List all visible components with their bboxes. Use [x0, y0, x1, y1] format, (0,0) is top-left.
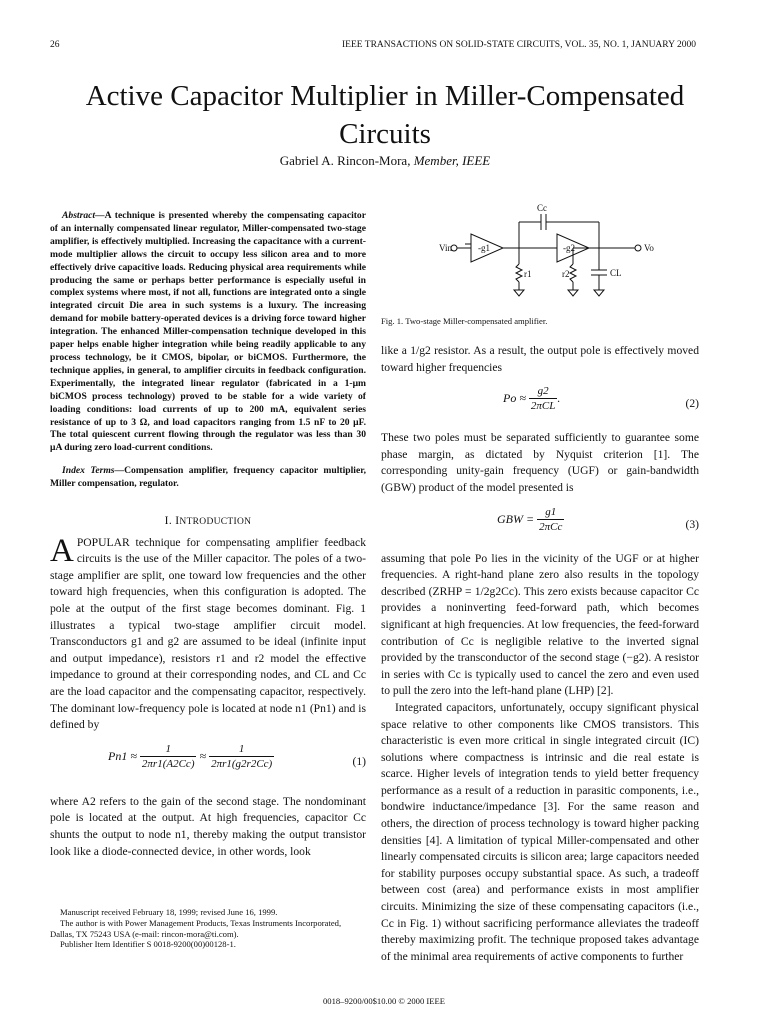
footnote-identifier: Publisher Item Identifier S 0018-9200(00)00128-1.: [60, 939, 236, 950]
right-paragraph-2: These two poles must be separated sufficiently to guarantee some phase margin, as dictated by Nyquist criterion [1]. The corresponding unity-gain frequency (UGF) or gain-bandwidth (GBW) product of the model presented is: [381, 431, 699, 494]
section-title-initial: I: [175, 514, 180, 528]
section-heading: [50, 513, 366, 531]
intro-paragraph-1: [50, 532, 366, 734]
footnotes: [50, 907, 366, 950]
equation-3: [381, 505, 699, 543]
equation-number-3: (3): [685, 517, 699, 531]
eq3-denominator: 2πCc: [539, 520, 563, 533]
eq1-fraction-1: [140, 742, 197, 772]
copyright-footer: 0018–9200/00$10.00 © 2000 IEEE: [322, 996, 446, 1006]
ground-r1: [514, 290, 524, 296]
label-vin: Vin: [439, 243, 452, 253]
eq1-approx: ≈: [199, 748, 207, 763]
ground-cl: [594, 290, 604, 296]
eq3-lhs: GBW =: [497, 511, 535, 526]
label-g2: -g2: [563, 243, 575, 253]
abstract: [50, 210, 366, 455]
eq2-denominator: 2πCL: [530, 400, 556, 413]
page-number: 26: [50, 40, 60, 50]
footnote-affiliation: The author is with Power Management Products, Texas Instruments Incorporated, Dallas, TX 75243 USA (e-mail: rincon-mora@ti.com).: [50, 917, 342, 939]
figure-caption: Fig. 1. Two-stage Miller-compensated amplifier.: [381, 316, 548, 326]
equation-2: [381, 384, 699, 422]
equation-1: [50, 742, 366, 786]
ground-r2: [568, 290, 578, 296]
author-line: [40, 153, 730, 169]
label-g1: -g1: [478, 243, 490, 253]
intro-paragraph-2: where A2 refers to the gain of the second stage. The nondominant pole is located at the output. At high frequencies, capacitor Cc shunts the output to node n1, thereby making the output transistor look like a diode-connected device, in other words, look: [50, 794, 366, 858]
eq1-numerator-1: 1: [140, 742, 197, 757]
eq1-lhs: Pn1 ≈: [108, 748, 137, 763]
footnote-received: Manuscript received February 18, 1999; revised June 16, 1999.: [60, 907, 278, 917]
eq1-denominator-1: 2πr1(A2Cc): [141, 757, 195, 770]
label-vo: Vo: [644, 243, 654, 253]
abstract-label: Abstract—: [62, 210, 105, 221]
eq2-lhs: Po ≈: [503, 390, 526, 405]
abstract-text: A technique is presented whereby the compensating capacitor of an internally compensated linear regulator, Miller-compensated two-stage amplifier, is effectively multiplied. Increasing the capacitance with a current-mode multiplier allows the circuit to occupy less silicon area and to more effectively drive capacitive loads. Reducing physical area requirements while producing the same or perhaps better performance is especially useful in complex systems where most, if not all, functions are integrated onto a single integrated circuit Die area in such systems is a luxury. The increasing demand for mobile battery-operated devices is a driving force toward higher integration. The enhanced Miller-compensation technique developed in this paper helps enable higher integration while being readily applicable to any process technology, be it CMOS, bipolar, or biCMOS. Furthermore, the technique applies, in general, to amplifier circuits in feedback configuration. Experimentally, the integrated linear regulator (fabricated in a 1-μm biCMOS process technology) proved to be stable for a wide variety of loading conditions: load currents of up to 200 mA, equivalent series resistance of up to 3 Ω, and load capacitors ranging from 1.5 nF to 20 μF. The total quiescent current flowing through the regulator was less than 30 μA during zero load-current conditions.: [50, 210, 366, 454]
right-column: [381, 200, 699, 965]
journal-header: IEEE TRANSACTIONS ON SOLID-STATE CIRCUITS, VOL. 35, NO. 1, JANUARY 2000: [341, 40, 696, 50]
figure-1: [381, 200, 699, 308]
section-title-rest: NTRODUCTION: [179, 517, 252, 528]
eq1-fraction-2: [209, 742, 274, 772]
index-terms-label: Index Terms—: [62, 465, 125, 477]
author-role: Member, IEEE: [413, 153, 491, 168]
output-terminal: [635, 245, 641, 251]
right-paragraph-1: like a 1/g2 resistor. As a result, the output pole is effectively moved toward higher frequencies: [381, 344, 699, 374]
eq1-denominator-2: 2πr1(g2r2Cc): [211, 757, 273, 770]
resistor-r1: [516, 264, 522, 282]
index-terms-text: Compensation amplifier, frequency capacitor multiplier, Miller compensation, regulator.: [50, 465, 366, 490]
label-cc: Cc: [537, 203, 547, 213]
index-terms: [50, 465, 366, 491]
circuit-diagram: [381, 200, 699, 308]
right-paragraph-3: assuming that pole Po lies in the vicinity of the UGF or at higher frequencies. A right-hand plane zero also results in the topology described (ZRHP = 1/2g2Cc). This zero exists because capacitor Cc provides a noninverting feed-forward path, which becomes significant at high frequencies. At low frequencies, the feed-forward contribution of Cc is negligible relative to the inverted signal provided by the transconductor of the second stage (−g2). A resistor in series with Cc is typically used to cancel the zero and even used to pull the zero into the left-hand plane (LHP) [2].: [381, 551, 699, 698]
left-column: [50, 210, 366, 860]
right-paragraph-4: Integrated capacitors, unfortunately, occupy significant physical space relative to other components like CMOS transistors. This characteristic is even more critical in single integrated circuit (IC) solutions where compactness is intrinsic and die real estate is scarce. Higher levels of integration tends to yield better frequency performance as a result of a reduction in parasitic components, i.e., bondwire inductance/impedance [3]. For the same reason and others, the direction of process technology is toward higher packing densities [4]. A limitation of typical Miller-compensated and other linearly compensated circuits is silicon area; large capacitors needed for stability purposes occupy substantial space. As such, a tradeoff between cost (area) and performance exists in most amplifier circuits. Minimizing the size of these compensating capacitors (i.e., Cc in Fig. 1) without sacrificing performance alleviates the tradeoff thereby maximizing profit. The technique proposed takes advantage of the minimal area requirements of active components to further: [381, 700, 699, 963]
drop-cap: A: [50, 532, 74, 569]
section-number: I.: [164, 514, 173, 528]
eq3-fraction: [537, 505, 564, 535]
author-name: Gabriel A. Rincon-Mora,: [279, 153, 411, 168]
intro-text-1: POPULAR technique for compensating amplifier feedback circuits is the use of the Miller capacitor. The poles of a two-stage amplifier are split, one toward low frequencies and the other toward high frequencies, when this configuration is adopted. The pole at the output of the first stage becomes dominant. Fig. 1 illustrates a typical two-stage amplifier circuit model. Transconductors g1 and g2 are assumed to be ideal (infinite input and output impedance), resistors r1 and r2 model the effective impedance to ground at their corresponding nodes, and CL and Cc are the load capacitor and the compensating capacitor, respectively. The dominant low-frequency pole is located at node n1 (Pn1) and is defined by: [50, 535, 366, 732]
resistor-r2: [570, 264, 576, 282]
eq1-numerator-2: 1: [209, 742, 274, 757]
eq2-fraction: [529, 384, 557, 414]
label-r2: r2: [562, 269, 570, 279]
equation-number-2: (2): [685, 397, 699, 411]
eq2-period: .: [557, 390, 561, 405]
eq3-numerator: g1: [537, 505, 564, 520]
label-cl: CL: [610, 268, 622, 278]
paper-title: Active Capacitor Multiplier in Miller-Compensated Circuits: [85, 80, 685, 150]
label-r1: r1: [524, 269, 532, 279]
equation-number-1: (1): [352, 754, 366, 768]
eq2-numerator: g2: [529, 384, 557, 399]
